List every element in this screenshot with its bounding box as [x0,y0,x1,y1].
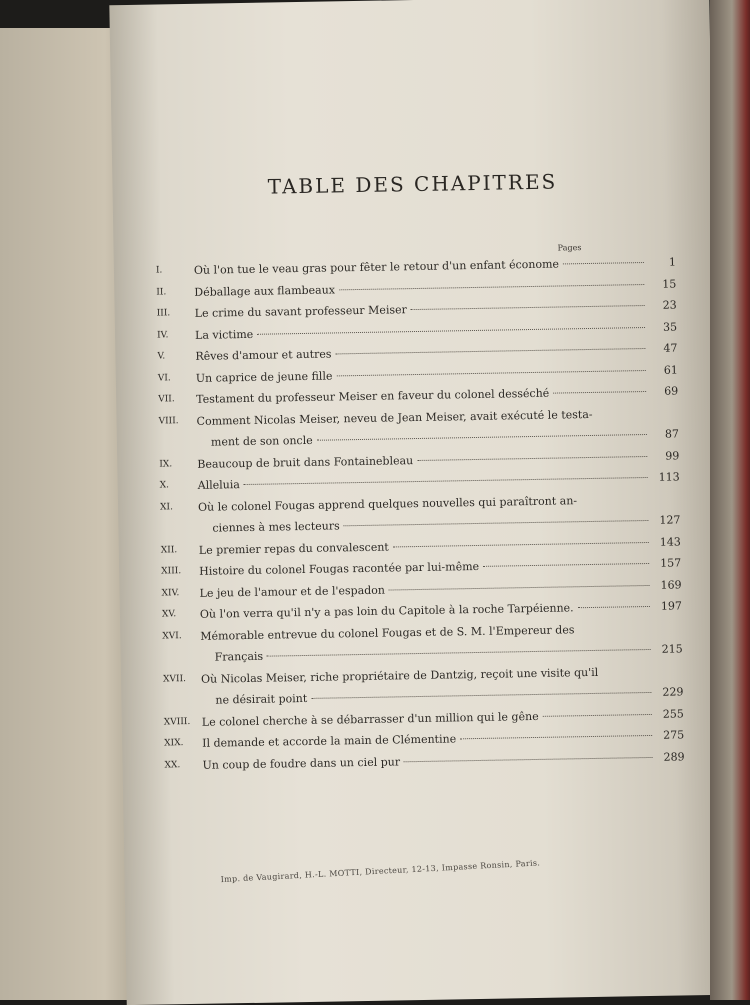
book-page [109,0,726,1005]
leader-dots [543,713,652,716]
leader-dots [257,327,645,335]
chapter-number: IV. [156,329,169,341]
chapter-title: ment de son oncle [210,433,313,449]
chapter-number: XVIII. [163,716,191,727]
chapter-title: Beaucoup de bruit dans Fontainebleau [197,453,414,471]
chapter-title: Français [214,649,264,664]
table-of-contents [156,251,685,776]
chapter-title: ciennes à mes lecteurs [212,519,340,535]
chapter-number: XVI. [162,630,182,641]
chapter-title: Rêves d'amour et autres [195,347,332,363]
page-number: 113 [658,470,680,484]
leader-dots [417,455,647,460]
chapter-number: XIX. [164,738,184,749]
page-number: 15 [662,276,677,291]
chapter-number: XV. [161,609,177,620]
chapter-title: Histoire du colonel Fougas racontée par lui-même [199,559,480,578]
leader-dots [317,434,647,441]
leader-dots [336,370,645,376]
chapter-number: I. [155,265,163,276]
page-number: 255 [662,706,684,721]
chapter-title: Où Nicolas Meiser, riche propriétaire de Dantzig, reçoit une visite qu'il [200,665,599,686]
chapter-title: Mémorable entrevue du colonel Fougas et de S. M. l'Empereur des [200,622,575,643]
chapter-title: Il demande et accorde la main de Clémentine [202,732,457,750]
page-number: 47 [663,341,678,355]
chapter-title: Testament du professeur Meiser en faveur du colonel desséché [196,386,550,406]
leader-dots [267,649,651,657]
chapter-title: ne désirait point [215,691,308,707]
chapter-title: Un coup de foudre dans un ciel pur [202,754,401,772]
chapter-title: Le jeu de l'amour et de l'espadon [199,583,386,600]
leader-dots [460,735,652,739]
leader-dots [483,563,649,567]
page-number: 229 [662,685,684,699]
leader-dots [553,391,646,394]
chapter-title: Comment Nicolas Meiser, neveu de Jean Meiser, avait exécuté le testa- [196,407,593,428]
chapter-title: Le colonel cherche à se débarrasser d'un million qui le gêne [201,709,539,729]
chapter-number: XII. [160,544,178,555]
chapter-number: X. [159,480,170,491]
pages-column-label: Pages [557,243,582,253]
chapter-number: XX. [164,759,181,770]
chapter-title: Où l'on tue le veau gras pour fêter le retour d'un enfant économe [193,257,560,277]
leader-dots [563,262,644,264]
leader-dots [244,477,648,485]
chapter-number: XIV. [161,587,180,598]
imprint-line: Imp. de Vaugirard, H.-L. MOTTI, Directeur, 12-13, Impasse Ronsin, Paris. [220,858,541,885]
page-number: 215 [661,642,683,656]
page-number: 35 [662,319,678,334]
chapter-number: XVII. [162,673,187,684]
page-number: 169 [660,577,682,592]
chapter-title: Le premier repas du convalescent [198,540,389,557]
chapter-title: Alleluia [197,478,240,492]
page-number: 127 [659,513,681,527]
chapter-title: Un caprice de jeune fille [195,368,333,385]
chapter-number: VI. [157,372,171,384]
page-number: 143 [659,534,681,549]
page-edge [710,0,750,1000]
page-number: 157 [660,556,682,570]
chapter-title: Où le colonel Fougas apprend quelques nouvelles qui paraîtront an- [197,493,578,514]
chapter-number: III. [156,308,171,319]
chapter-number: IX. [159,458,173,470]
leader-dots [411,305,645,310]
page-number: 61 [663,362,678,377]
page-number: 23 [662,298,677,312]
chapter-title: Le crime du savant professeur Meiser [194,303,407,320]
leader-dots [336,348,646,354]
page-title: TABLE DES CHAPITRES [267,169,558,199]
leader-dots [578,606,650,608]
chapter-number: XIII. [161,566,182,577]
leader-dots [404,756,653,761]
leader-dots [344,520,649,526]
page-number: 1 [668,255,676,269]
leader-dots [311,692,651,699]
chapter-number: VII. [158,394,175,405]
page-number: 69 [664,384,679,398]
chapter-number: V. [157,351,166,362]
chapter-number: XI. [159,501,173,513]
chapter-number: II. [156,286,167,298]
page-number: 289 [663,749,685,764]
leader-dots [389,584,650,590]
page-number: 197 [660,599,683,613]
page-number: 275 [663,728,685,742]
chapter-number: VIII. [158,415,179,427]
page-number: 99 [665,448,680,463]
leader-dots [393,541,649,546]
leader-dots [339,284,644,290]
chapter-title: Déballage aux flambeaux [194,282,336,299]
chapter-title: Où l'on verra qu'il n'y a pas loin du Capitole à la roche Tarpéienne. [199,601,574,621]
chapter-title: La victime [194,327,254,342]
page-number: 87 [664,427,680,441]
